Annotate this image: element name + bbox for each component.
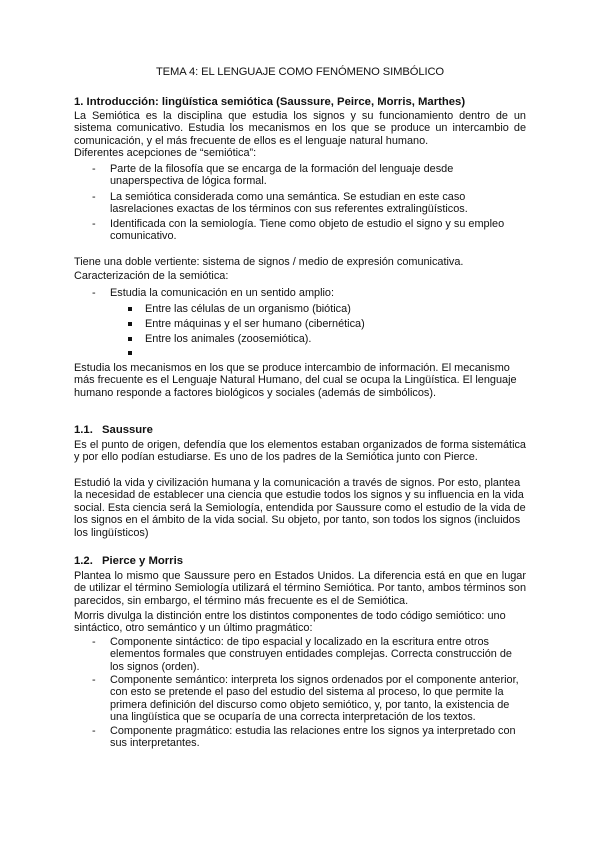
section-title: Saussure: [102, 424, 153, 436]
saussure-paragraph-2: Estudió la vida y civilización humana y la comunicación a través de signos. Por esto, plantea la necesidad de establecer una ciencia que estudie todos los signos y su influencia en la vida social. Esta ciencia será la Semiología, entendida por Saussure como el estudio de la vida de los signos en el ámbito de la vida social. Su objeto, por tanto, son todos los signos (incluidos los lingüísticos): [74, 477, 526, 539]
estudia-text: Estudia la comunicación en un sentido amplio:: [110, 287, 334, 299]
document-title: TEMA 4: EL LENGUAJE COMO FENÓMENO SIMBÓLICO: [155, 66, 445, 78]
componente-text: Componente pragmático: estudia las relaciones entre los signos ya interpretado con sus interpretantes.: [110, 725, 516, 750]
intro-paragraph-1: La Semiótica es la disciplina que estudia los signos y su funcionamiento dentro de un sistema comunicativo. Estudia los mecanismos en los que se produce un intercambio de comunicación, y el más frecuente de ellos es el lenguaje natural humano.: [74, 110, 526, 147]
vertiente-text: Tiene una doble vertiente: sistema de signos / medio de expresión comunicativa.: [74, 256, 464, 268]
pierce-paragraph-1: Plantea lo mismo que Saussure pero en Estados Unidos. La diferencia está en que en lugar de utilizar el término Semiología utilizará el término Semiótica. Por tanto, ambos términos son parecidos, sin embargo, el término más frecuente es el de Semiótica.: [74, 570, 526, 607]
dash-bullet: -: [92, 287, 96, 299]
saussure-paragraph-1: Es el punto de origen, defendía que los elementos estaban organizados de forma sistemática y por ello podían estudiarse. Es uno de los padres de la Semiótica junto con Pierce.: [74, 439, 526, 464]
acepcion-text: Parte de la filosofía que se encarga de la formación del lenguaje desde unaperspectiva de lógica formal.: [110, 163, 454, 188]
section-number: 1.2.: [74, 555, 93, 567]
acepciones-label: Diferentes acepciones de “semiótica”:: [74, 147, 257, 159]
pierce-heading: [74, 555, 183, 567]
section-title: Pierce y Morris: [102, 555, 184, 567]
dash-bullet: -: [92, 725, 96, 737]
saussure-heading: [74, 424, 153, 436]
sub-item-text: Entre las células de un organismo (biótica): [145, 303, 351, 315]
square-bullet: [128, 351, 132, 355]
square-bullet: [128, 322, 132, 326]
intro-paragraph-2: Estudia los mecanismos en los que se produce intercambio de información. El mecanismo más frecuente es el Lenguaje Natural Humano, del cual se ocupa la Lingüística. El lenguaje humano responde a factores biológicos y sociales (además de simbólicos).: [74, 362, 517, 399]
dash-bullet: -: [92, 674, 96, 686]
section-number: 1.1.: [74, 424, 93, 436]
intro-heading: 1. Introducción: lingüística semiótica (Saussure, Peirce, Morris, Marthes): [74, 96, 466, 108]
dash-bullet: -: [92, 191, 96, 203]
sub-item-text: Entre máquinas y el ser humano (cibernética): [145, 318, 365, 330]
pierce-paragraph-2: Morris divulga la distinción entre los distintos componentes de todo código semiótico: uno sintáctico, otro semántico y un último pragmático:: [74, 610, 506, 635]
acepcion-text: Identificada con la semiología. Tiene como objeto de estudio el signo y su empleo comunicativo.: [110, 218, 505, 243]
componente-text: Componente semántico: interpreta los signos ordenados por el componente anterior, con esto se pretende el paso del estudio del sistema al proceso, lo que permite la primera definición del discurso como objeto semiótico, y, por tanto, la existencia de una lingüística que se ocuparía de una correcta interpretación de los textos.: [110, 674, 519, 724]
dash-bullet: -: [92, 636, 96, 648]
caracterizacion-label: Caracterización de la semiótica:: [74, 270, 229, 282]
square-bullet: [128, 337, 132, 341]
acepcion-text: La semiótica considerada como una semántica. Se estudian en este caso lasrelaciones exactas de los términos con sus referentes extralingüísticos.: [110, 191, 468, 216]
dash-bullet: -: [92, 163, 96, 175]
componente-text: Componente sintáctico: de tipo espacial y localizado en la escritura entre otros elementos formales que construyen entidades complejas. Correcta construcción de los signos (orden).: [110, 636, 512, 673]
sub-item-text: Entre los animales (zoosemiótica).: [145, 333, 312, 345]
square-bullet: [128, 307, 132, 311]
dash-bullet: -: [92, 218, 96, 230]
